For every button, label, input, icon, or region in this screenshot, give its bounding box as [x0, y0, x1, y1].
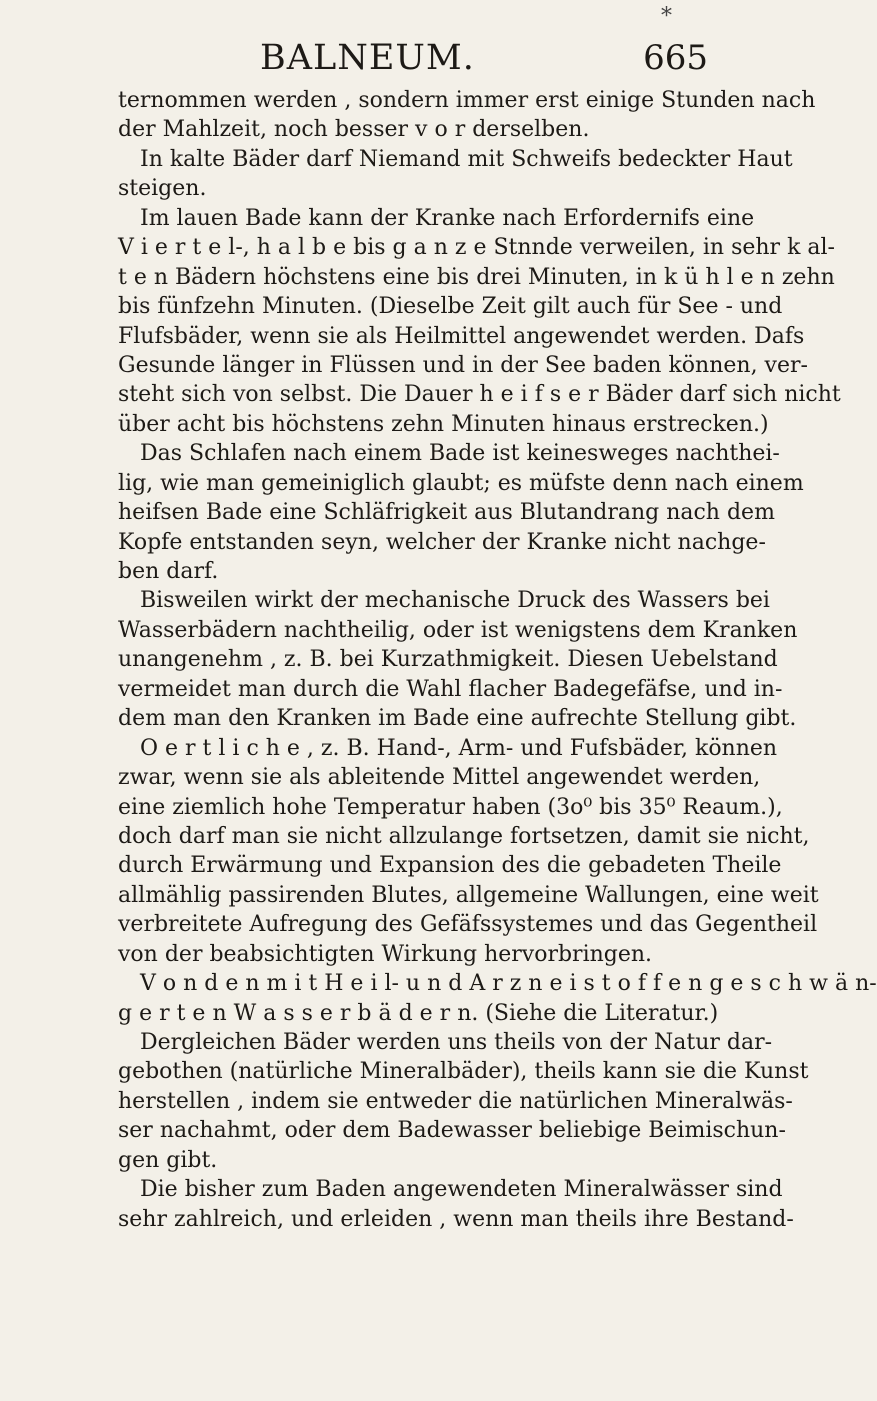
corner-mark: * — [661, 4, 672, 29]
text-line: gen gibt. — [118, 1147, 218, 1173]
text-line: zwar, wenn sie als ableitende Mittel angewendet werden, — [118, 765, 761, 791]
text-line: g e r t e n W a s s e r b ä d e r n. (Siehe die Literatur.) — [118, 1000, 719, 1026]
text-line: ser nachahmt, oder dem Badewasser beliebige Beimischun- — [118, 1118, 786, 1144]
text-line: Gesunde länger in Flüssen und in der See baden können, ver- — [118, 352, 808, 378]
text-line: ternommen werden , sondern immer erst einige Stunden nach — [118, 88, 816, 113]
text-line: eine ziemlich hohe Temperatur haben (3o⁰ bis 35⁰ Reaum.), — [118, 794, 783, 820]
text-line: V i e r t e l-, h a l b e bis g a n z e Stnnde verweilen, in sehr k al- — [118, 235, 835, 261]
text-line: durch Erwärmung und Expansion des die gebadeten Theile — [118, 853, 782, 879]
text-line: O e r t l i c h e , z. B. Hand-, Arm- und Fufsbäder, können — [140, 735, 778, 761]
text-line: Im lauen Bade kann der Kranke nach Erfordernifs eine — [140, 205, 755, 231]
text-line: herstellen , indem sie entweder die natürlichen Mineralwäs- — [118, 1088, 793, 1114]
text-line: Bisweilen wirkt der mechanische Druck des Wassers bei — [140, 588, 770, 614]
text-line: t e n Bädern höchstens eine bis drei Minuten, in k ü h l e n zehn — [118, 264, 835, 290]
running-title: BALNEUM. — [260, 38, 475, 78]
text-line: allmählig passirenden Blutes, allgemeine Wallungen, eine weit — [118, 882, 819, 908]
text-line: In kalte Bäder darf Niemand mit Schweifs bedeckter Haut — [140, 146, 793, 172]
text-line: über acht bis höchstens zehn Minuten hinaus erstrecken.) — [118, 411, 769, 437]
text-line: von der beabsichtigten Wirkung hervorbringen. — [118, 941, 653, 967]
text-line: unangenehm , z. B. bei Kurzathmigkeit. Diesen Uebelstand — [118, 647, 778, 673]
page-header — [118, 4, 708, 82]
text-line: doch darf man sie nicht allzulange fortsetzen, damit sie nicht, — [118, 823, 810, 849]
page-number: 665 — [643, 38, 708, 78]
text-line: verbreitete Aufregung des Gefäfssystemes und das Gegentheil — [118, 912, 818, 938]
text-line: der Mahlzeit, noch besser v o r derselben. — [118, 117, 590, 143]
text-line: sehr zahlreich, und erleiden , wenn man theils ihre Bestand- — [118, 1206, 794, 1232]
text-line: Kopfe entstanden seyn, welcher der Kranke nicht nachge- — [118, 529, 766, 555]
text-line: Das Schlafen nach einem Bade ist keinesweges nachthei- — [140, 441, 780, 467]
text-line: lig, wie man gemeiniglich glaubt; es müfste denn nach einem — [118, 470, 804, 496]
text-line: bis fünfzehn Minuten. (Dieselbe Zeit gilt auch für See - und — [118, 294, 783, 320]
text-line: heifsen Bade eine Schläfrigkeit aus Blutandrang nach dem — [118, 500, 775, 526]
text-line: dem man den Kranken im Bade eine aufrechte Stellung gibt. — [118, 706, 797, 732]
text-line: vermeidet man durch die Wahl flacher Badegefäfse, und in- — [118, 676, 783, 702]
body-text — [118, 86, 877, 1234]
text-line: steigen. — [118, 176, 207, 202]
text-line: V o n d e n m i t H e i l- u n d A r z n e i s t o f f e n g e s c h w ä n- — [140, 971, 877, 997]
text-line: gebothen (natürliche Mineralbäder), theils kann sie die Kunst — [118, 1059, 809, 1085]
text-line: Die bisher zum Baden angewendeten Mineralwässer sind — [140, 1177, 783, 1203]
text-line: Flufsbäder, wenn sie als Heilmittel angewendet werden. Dafs — [118, 323, 805, 349]
text-line: ben darf. — [118, 559, 219, 584]
text-line: steht sich von selbst. Die Dauer h e i f s e r Bäder darf sich nicht — [118, 382, 841, 408]
text-line: Wasserbädern nachtheilig, oder ist wenigstens dem Kranken — [118, 617, 798, 643]
text-line: Dergleichen Bäder werden uns theils von der Natur dar- — [140, 1030, 773, 1055]
